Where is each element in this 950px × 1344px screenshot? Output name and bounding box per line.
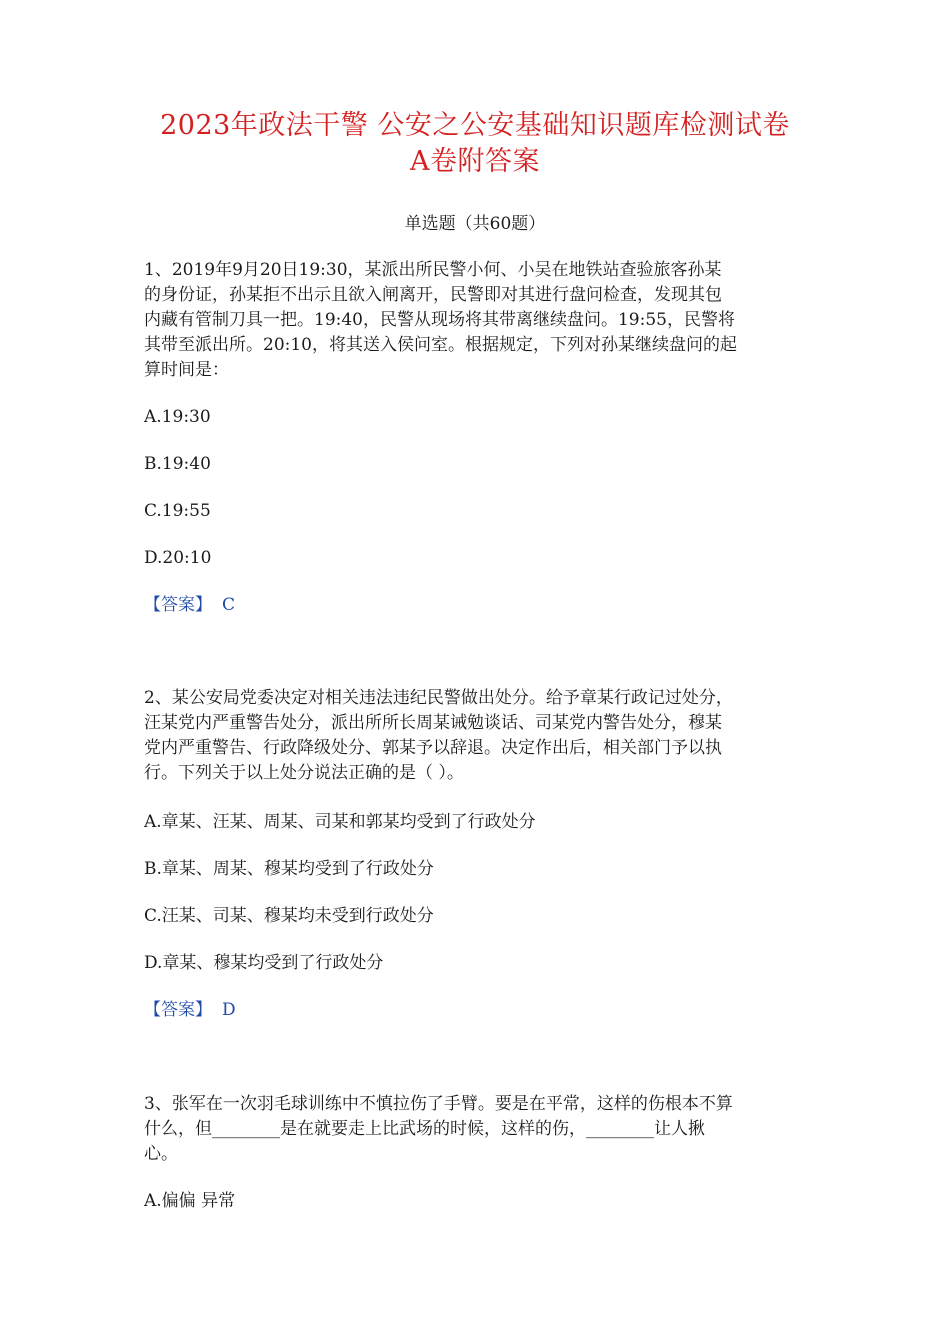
question-2-option-a: A.章某、汪某、周某、司某和郭某均受到了行政处分 (144, 812, 536, 832)
document-title-line-1: 2023年政法干警 公安之公安基础知识题库检测试卷 (160, 110, 790, 141)
question-1-option-c: C.19:55 (144, 501, 211, 521)
question-2-stem-line: 汪某党内严重警告处分，派出所所长周某诫勉谈话、司某党内警告处分，穆某 (144, 713, 722, 733)
question-1-option-a: A.19:30 (144, 407, 211, 427)
question-1-stem-line: 内藏有管制刀具一把。19:40，民警从现场将其带离继续盘问。19:55，民警将 (144, 310, 735, 330)
question-2-option-d: D.章某、穆某均受到了行政处分 (144, 953, 384, 973)
question-2-answer (144, 998, 816, 1023)
document-title (100, 108, 850, 180)
answer-label: 【答案】 (144, 595, 212, 615)
question-3-option-a: A.偏偏 异常 (144, 1191, 236, 1211)
question-1-answer (144, 593, 816, 618)
question-2-stem-line: 党内严重警告、行政降级处分、郭某予以辞退。决定作出后，相关部门予以执 (144, 738, 722, 758)
question-2-option-b: B.章某、周某、穆某均受到了行政处分 (144, 859, 434, 879)
question-1-stem-line: 1、2019年9月20日19:30，某派出所民警小何、小吴在地铁站查验旅客孙某 (144, 260, 722, 280)
question-1-option-b: B.19:40 (144, 454, 211, 474)
question-1-option-d: D.20:10 (144, 548, 212, 568)
document-title-line-2: A卷附答案 (410, 146, 540, 177)
section-heading: 单选题（共60题） (404, 214, 546, 234)
question-2-stem-line: 2、某公安局党委决定对相关违法违纪民警做出处分。给予章某行政记过处分， (144, 688, 733, 708)
answer-label: 【答案】 (144, 1000, 212, 1020)
question-1-stem-line: 其带至派出所。20:10，将其送入侯问室。根据规定，下列对孙某继续盘问的起 (144, 335, 737, 355)
answer-value: C (222, 595, 236, 615)
question-1-stem-line: 算时间是： (144, 360, 229, 380)
question-1-stem-line: 的身份证，孙某拒不出示且欲入闸离开，民警即对其进行盘问检查，发现其包 (144, 285, 722, 305)
answer-value: D (222, 1000, 236, 1020)
question-3-stem-line: 3、张军在一次羽毛球训练中不慎拉伤了手臂。要是在平常，这样的伤根本不算 (144, 1094, 733, 1114)
question-3-stem-line: 什么，但________是在就要走上比武场的时候，这样的伤，________让人揪 (144, 1119, 705, 1139)
question-2-stem-line: 行。下列关于以上处分说法正确的是（ ）。 (144, 763, 464, 783)
question-3-stem-line: 心。 (144, 1144, 178, 1164)
question-2-option-c: C.汪某、司某、穆某均未受到行政处分 (144, 906, 434, 926)
